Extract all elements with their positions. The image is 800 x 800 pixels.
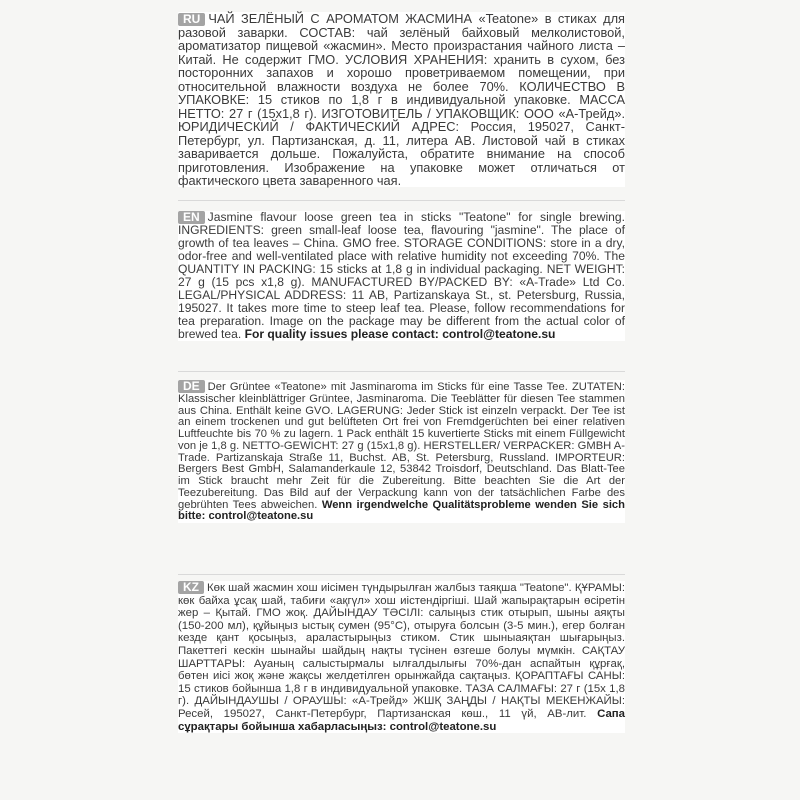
- kz-quality-contact: Сапа сұрақтары бойынша хабарласыңыз:: [178, 707, 626, 733]
- de-label-text: Der Grüntee «Teatone» mit Jasminaroma im Sticks für eine Tasse Tee. ZUTATEN: Klassischer kleinblättriger Grüntee, Jasminaroma. Die Teeblätter für diesen Tee stammen aus China. Enthält keine GVO. LAGERUNG: Jeder Stick ist einzeln verpackt. Der Tee ist an einem trockenen und gut belüfteten Ort frei von Fremdgerüchten bei einer relativen Luftfeuchte bis 70 % zu lagern. 1 Pack enthält 15 kuvertierte Sticks mit einem Füllgewicht von je 1,8 g. NETTO-GEWICHT: 27 g (15x1,8 g). HERSTELLER/ VERPACKER: GMBH A-Trade. Partizanskaja Straße 11, Buchst. AB, St. Petersburg, Russland. IMPORTEUR: Bergers Best GmbH, Salamanderkaule 12, 53842 Troisdorf, Deutschland. Das Blatt-Tee im Stick braucht mehr Zeit für die Zubereitung. Bitte beachten Sie die Art der Teezubereitung. Das Bild auf der Verpackung kann von der tatsächlichen Farbe des gebrühten Tees abweichen.: [178, 381, 625, 511]
- en-language-badge: EN: [178, 211, 205, 224]
- en-contact-email: control@teatone.su: [442, 327, 556, 341]
- kz-section: [178, 581, 625, 733]
- en-label-text: Jasmine flavour loose green tea in sticks "Teatone" for single brewing. INGREDIENTS: green small-leaf loose tea, flavouring "jasmine". The place of growth of tea leaves – China. GMO free. STORAGE CONDITIONS: store in a dry, odor-free and well-ventilated place with relative humidity not exceeding 70%. The QUANTITY IN PACKING: 15 sticks at 1,8 g in individual packaging. NET WEIGHT: 27 g (15 pcs x1,8 g). MANUFACTURED BY/PACKED BY: «A-Trade» Ltd Co. LEGAL/PHYSICAL ADDRESS: 11 AB, Partizanskaya St., st. Petersburg, Russia, 195027. It takes more time to steep leaf tea. Please, follow recommendations for tea preparation. Image on the package may be different from the actual color of brewed tea.: [178, 210, 625, 341]
- ru-label-text: ЧАЙ ЗЕЛЁНЫЙ С АРОМАТОМ ЖАСМИНА «Teatone» в стиках для разовой заварки. СОСТАВ: чай зелёный байховый мелколистовой, ароматизатор пищевой «жасмин». Место произрастания чайного листа – Китай. Не содержит ГМО. УСЛОВИЯ ХРАНЕНИЯ: хранить в сухом, без посторонних запахов и хорошо проветриваемом помещении, при относительной влажности воздуха не более 70%. КОЛИЧЕСТВО В УПАКОВКЕ: 15 стиков по 1,8 г в индивидуальной упаковке. МАССА НЕТТО: 27 г (15х1,8 г). ИЗГОТОВИТЕЛЬ / УПАКОВЩИК: ООО «А-Трейд». ЮРИДИЧЕСКИЙ / ФАКТИЧЕСКИЙ АДРЕС: Россия, 195027, Санкт-Петербург, ул. Партизанская, д. 11, литера АВ. Листовой чай в стиках заваривается дольше. Пожалуйста, обратите внимание на способ приготовления. Изображение на упаковке может отличаться от фактического цвета заваренного чая.: [178, 11, 625, 188]
- section-divider: [178, 200, 625, 201]
- kz-contact-email: control@teatone.su: [389, 720, 497, 733]
- kz-label-text: Көк шай жасмин хош иісімен түндырылған жалбыз таяқша "Teatone". ҚҰРАМЫ: көк байха ұсақ шай, табиғи «ақгүл» хош иістендіргіші. Шай жапырақтарын өсіретін жер – Қытай. ГМО жоқ. ДАЙЫНДАУ ТӘСІЛІ: салыңыз стик отырып, шыны аяқты (150-200 мл), құйыңыз ыстық сумен (95°C), отыруға болсын (3-5 мин.), егер болған кезде қант қосыңыз, араластырыңыз стиком. Стик шыныаяқтан шығарыңыз. Пакеттегі кескін шынайы шайдың нақты түсінен өзгеше болуы мүмкін. САҚТАУ ШАРТТАРЫ: Ауаның салыстырмалы ылғалдылығы 70%-дан аспайтын құрғақ, бөтен иісі жоқ және жақсы желдетілген орынжайда сақтаңыз. ҚОРАПТАҒЫ САНЫ: 15 стиков бойынша 1,8 г в индивидуальной упаковке. ТАЗА САЛМАҒЫ: 27 г (15х 1,8 г). ДАЙЫНДАУШЫ / ОРАУШЫ: «А-Трейд» ЖШҚ ЗАҢДЫ / НАҚТЫ МЕКЕНЖАЙЫ: Ресей, 195027, Санкт-Петербург, Партизанская көш., 11 үй, АВ-лит.: [178, 582, 625, 720]
- ru-language-badge: RU: [178, 13, 205, 26]
- de-contact-email: control@teatone.su: [208, 510, 314, 523]
- de-quality-contact: Wenn irgendwelche Qualitätsprobleme wenden Sie sich bitte:: [178, 498, 625, 523]
- de-section: [178, 380, 625, 523]
- ru-section: [178, 12, 625, 187]
- en-section: [178, 211, 625, 341]
- section-divider: [178, 371, 625, 372]
- de-language-badge: DE: [178, 380, 205, 393]
- kz-language-badge: KZ: [178, 581, 204, 594]
- en-quality-contact: For quality issues please contact:: [244, 327, 439, 341]
- section-divider: [178, 574, 625, 575]
